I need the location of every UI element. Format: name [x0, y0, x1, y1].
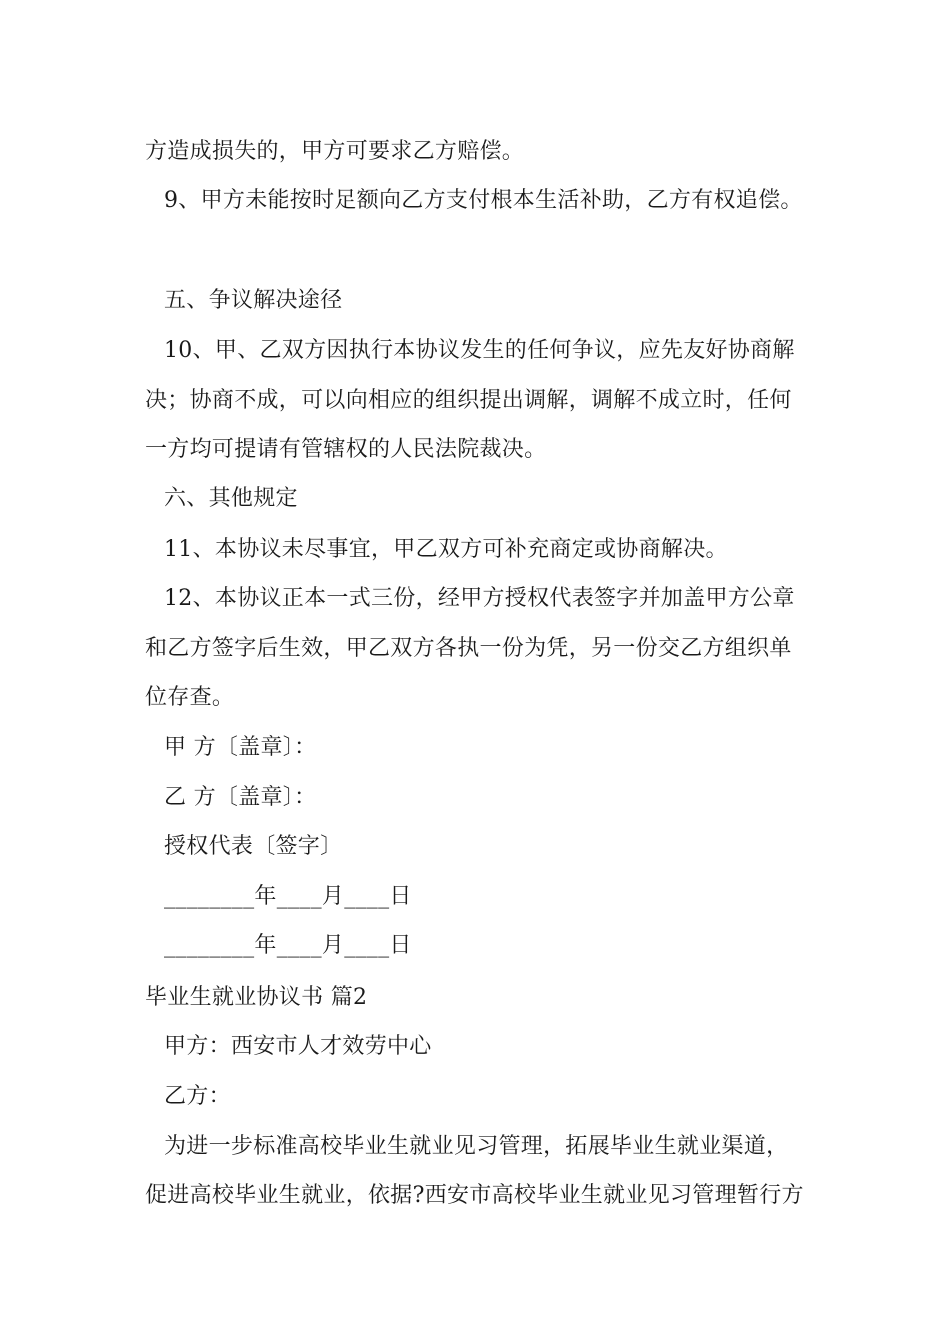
intro-line-1: 为进一步标准高校毕业生就业见习管理，拓展毕业生就业渠道，	[164, 1134, 789, 1159]
party-a: 甲方：西安市人才效劳中心	[164, 1034, 432, 1059]
clause-12-line-3: 位存查。	[145, 685, 235, 710]
party-b: 乙方：	[164, 1084, 231, 1109]
party-b-seal: 乙 方〔盖章〕：	[164, 785, 317, 810]
clause-10-line-3: 一方均可提请有管辖权的人民法院裁决。	[145, 437, 547, 462]
authorized-rep-signature: 授权代表〔签字〕	[164, 834, 343, 859]
clause-11: 11、本协议未尽事宜，甲乙双方可补充商定或协商解决。	[164, 537, 728, 562]
clause-10-line-2: 决；协商不成，可以向相应的组织提出调解，调解不成立时，任何	[145, 388, 792, 413]
section-heading-5: 五、争议解决途径	[164, 288, 343, 313]
clause-10-line-1: 10、甲、乙双方因执行本协议发生的任何争议，应先友好协商解	[164, 338, 795, 363]
party-a-seal: 甲 方〔盖章〕：	[164, 735, 317, 760]
clause-9: 9、甲方未能按时足额向乙方支付根本生活补助，乙方有权追偿。	[164, 188, 803, 213]
intro-line-2: 促进高校毕业生就业，依据?西安市高校毕业生就业见习管理暂行方	[145, 1183, 804, 1208]
text-line: 方造成损失的，甲方可要求乙方赔偿。	[145, 139, 525, 164]
date-line-2: ________年____月____日	[164, 933, 412, 958]
section-heading-6: 六、其他规定	[164, 486, 298, 511]
document-subtitle: 毕业生就业协议书 篇2	[145, 985, 368, 1010]
clause-12-line-1: 12、本协议正本一式三份，经甲方授权代表签字并加盖甲方公章	[164, 586, 795, 611]
date-line-1: ________年____月____日	[164, 884, 412, 909]
clause-12-line-2: 和乙方签字后生效，甲乙双方各执一份为凭，另一份交乙方组织单	[145, 636, 792, 661]
